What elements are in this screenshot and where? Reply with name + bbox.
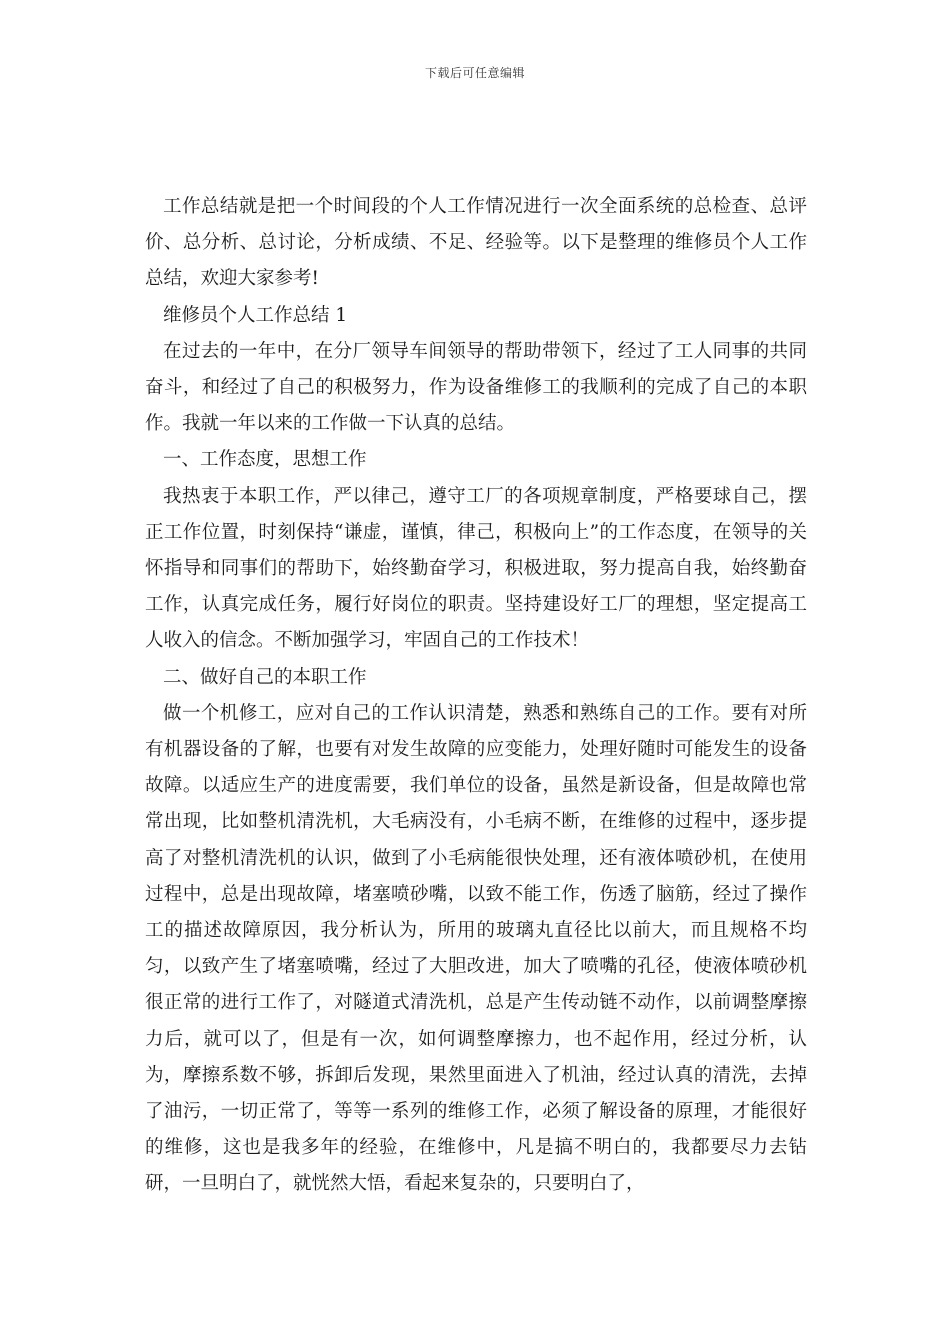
section-1-heading: 一、工作态度，思想工作: [163, 449, 367, 471]
document-body: [145, 189, 807, 1203]
paragraph-2: 我热衷于本职工作，严以律己，遵守工厂的各项规章制度，严格要球自己，摆正工作位置，时刻保持“谦虚，谨慎，律己，积极向上”的工作态度，在领导的关怀指导和同事们的帮助下，始终勤奋学习，积极进取，努力提高自我，始终勤奋工作，认真完成任务，履行好岗位的职责。坚持建设好工厂的理想，坚定提高工人收入的信念。不断加强学习，牢固自己的工作技术！: [145, 485, 807, 652]
paragraph-1: 在过去的一年中，在分厂领导车间领导的帮助带领下，经过了工人同事的共同奋斗，和经过了自己的积极努力，作为设备维修工的我顺利的完成了自己的本职作。我就一年以来的工作做一下认真的总结。: [145, 340, 807, 435]
intro-paragraph: 工作总结就是把一个时间段的个人工作情况进行一次全面系统的总检查、总评价、总分析、总讨论，分析成绩、不足、经验等。以下是整理的维修员个人工作总结，欢迎大家参考!: [145, 196, 807, 290]
document-title: 维修员个人工作总结 1: [163, 304, 348, 326]
section-2-heading: 二、做好自己的本职工作: [163, 666, 367, 688]
paragraph-3: 做一个机修工，应对自己的工作认识清楚，熟悉和熟练自己的工作。要有对所有机器设备的了解，也要有对发生故障的应变能力，处理好随时可能发生的设备故障。以适应生产的进度需要，我们单位的设备，虽然是新设备，但是故障也常常出现，比如整机清洗机，大毛病没有，小毛病不断，在维修的过程中，逐步提高了对整机清洗机的认识，做到了小毛病能很快处理，还有液体喷砂机，在使用过程中，总是出现故障，堵塞喷砂嘴，以致不能工作，伤透了脑筋，经过了操作工的描述故障原因，我分析认为，所用的玻璃丸直径比以前大，而且规格不均匀，以致产生了堵塞喷嘴，经过了大胆改进，加大了喷嘴的孔径，使液体喷砂机很正常的进行工作了，对隧道式清洗机，总是产生传动链不动作，以前调整摩擦力后，就可以了，但是有一次，如何调整摩擦力，也不起作用，经过分析，认为，摩擦系数不够，拆卸后发现，果然里面进入了机油，经过认真的清洗，去掉了油污，一切正常了，等等一系列的维修工作，必须了解设备的原理，才能很好的维修，这也是我多年的经验，在维修中，凡是搞不明白的，我都要尽力去钻研，一旦明白了，就恍然大悟，看起来复杂的，只要明白了，: [145, 702, 807, 1195]
page-header-note: 下载后可任意编辑: [424, 66, 525, 80]
